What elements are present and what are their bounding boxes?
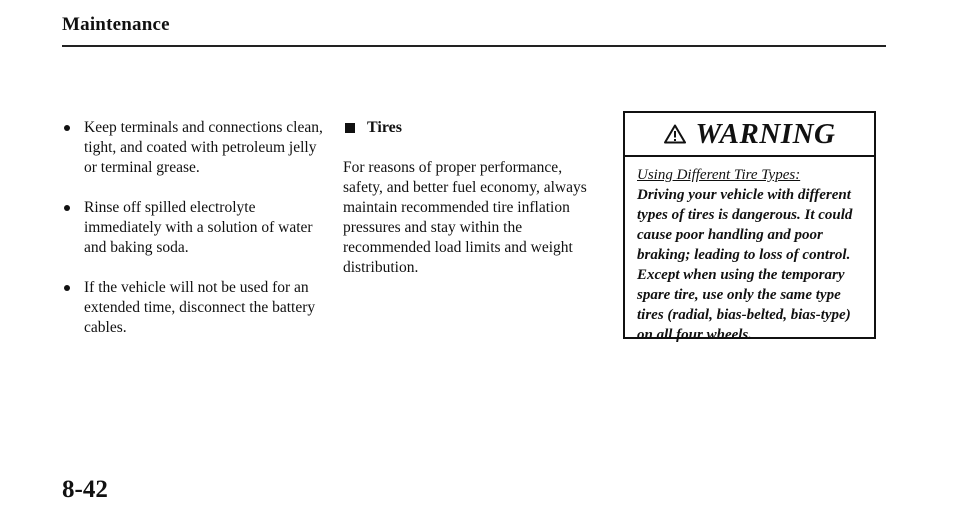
bullet-icon — [64, 125, 70, 131]
tires-heading-text: Tires — [367, 119, 402, 136]
page-number: 8-42 — [62, 476, 108, 503]
warning-triangle-icon — [664, 124, 686, 144]
warning-subheading: Using Different Tire Types: — [637, 167, 801, 183]
tires-section — [343, 118, 599, 278]
list-item-text: If the vehicle will not be used for an extended time, disconnect the battery cables. — [84, 279, 316, 336]
list-item-text: Keep terminals and connections clean, tight, and coated with petroleum jelly or terminal grease. — [84, 119, 323, 176]
warning-box — [623, 111, 876, 343]
header-divider — [62, 45, 886, 47]
list-item — [62, 118, 327, 178]
battery-care-column — [62, 118, 327, 358]
warning-title: WARNING — [695, 117, 836, 150]
tires-paragraph: For reasons of proper performance, safety, and better fuel economy, always maintain recommended tire inflation pressures and stay within the recommended load limits and weight distribution. — [343, 159, 587, 276]
bullet-icon — [64, 205, 70, 211]
section-title: Maintenance — [62, 14, 170, 35]
tires-heading — [343, 118, 599, 138]
list-item-text: Rinse off spilled electrolyte immediately with a solution of water and baking soda. — [84, 199, 313, 256]
warning-header — [625, 113, 874, 157]
list-item — [62, 198, 327, 258]
square-bullet-icon — [345, 123, 355, 133]
warning-text: Driving your vehicle with different types of tires is dangerous. It could cause poor handling and poor braking; leading to loss of control. Except when using the temporary spare tire, use only the same type tires (radial, bias-belted, bias-type) on all four wheels. — [637, 187, 853, 343]
warning-body — [625, 157, 874, 345]
bullet-icon — [64, 285, 70, 291]
list-item — [62, 278, 327, 338]
